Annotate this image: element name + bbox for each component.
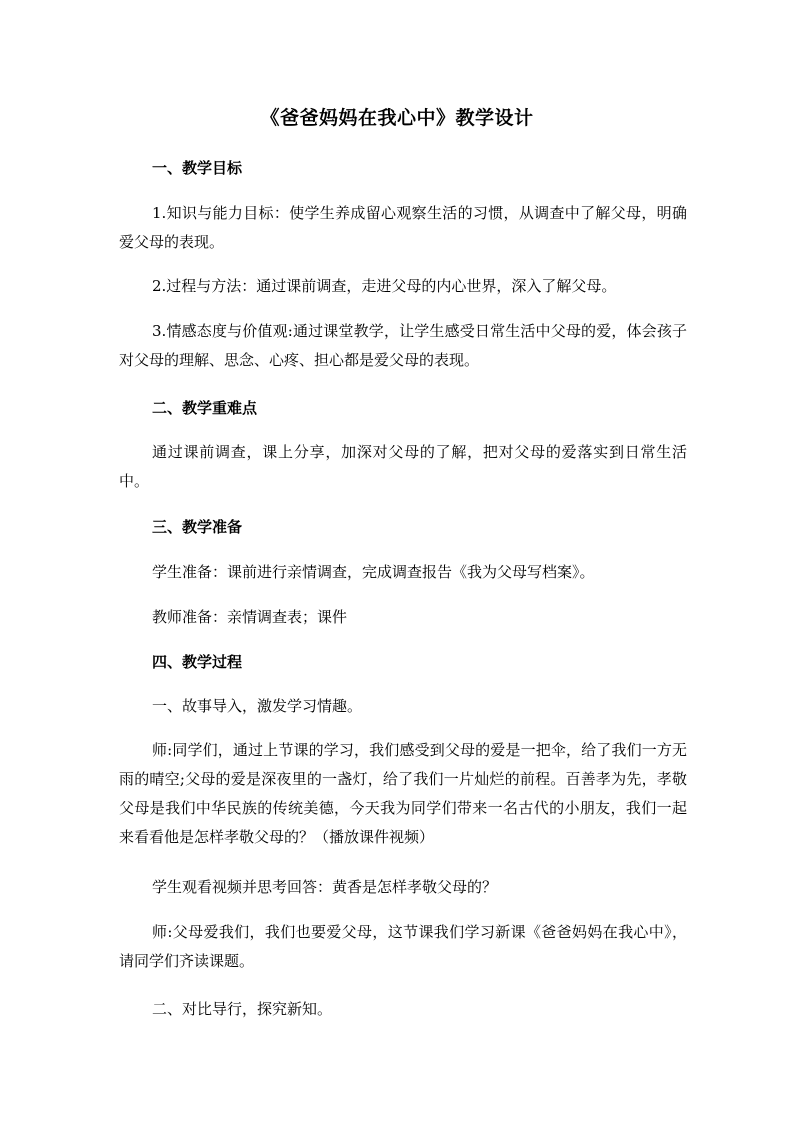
section-heading-key-points: 二、教学重难点 [152, 399, 258, 417]
paragraph-teacher-preparation: 教师准备：亲情调查表；课件 [152, 608, 348, 626]
paragraph-key-points: 通过课前调查，课上分享，加深对父母的了解，把对父母的爱落实到日常生活中。 [119, 443, 687, 490]
section-heading-process: 四、教学过程 [152, 653, 243, 671]
section-heading-objectives: 一、教学目标 [152, 159, 243, 177]
paragraph-emotion-goal: 3.情感态度与价值观:通过课堂教学，让学生感受日常生活中父母的爱，体会孩子对父母的理解、思念、心疼、担心都是爱父母的表现。 [119, 322, 687, 369]
paragraph-teacher-speech: 师:同学们，通过上节课的学习，我们感受到父母的爱是一把伞，给了我们一方无雨的晴空;父母的爱是深夜里的一盏灯，给了我们一片灿烂的前程。百善孝为先，孝敬父母是我们中华民族的传统美德，今天我为同学们带来一名古代的小朋友，我们一起来看看他是怎样孝敬父母的？（播放课件视频） [119, 741, 687, 846]
paragraph-student-preparation: 学生准备：课前进行亲情调查，完成调查报告《我为父母写档案》。 [152, 563, 595, 581]
paragraph-compare-explore: 二、对比导行，探究新知。 [152, 1000, 333, 1018]
paragraph-process-goal: 2.过程与方法：通过课前调查，走进父母的内心世界，深入了解父母。 [152, 277, 617, 295]
paragraph-knowledge-goal: 1.知识与能力目标：使学生养成留心观察生活的习惯，从调查中了解父母，明确爱父母的表现。 [119, 204, 687, 251]
paragraph-teacher-new-lesson: 师:父母爱我们，我们也要爱父母，这节课我们学习新课《爸爸妈妈在我心中》，请同学们齐读课题。 [119, 923, 687, 970]
paragraph-student-question: 学生观看视频并思考回答：黄香是怎样孝敬父母的？ [152, 878, 498, 896]
paragraph-story-intro: 一、故事导入，激发学习情趣。 [152, 697, 363, 715]
document-title: 《爸爸妈妈在我心中》教学设计 [260, 107, 534, 129]
section-heading-preparation: 三、教学准备 [152, 518, 243, 536]
